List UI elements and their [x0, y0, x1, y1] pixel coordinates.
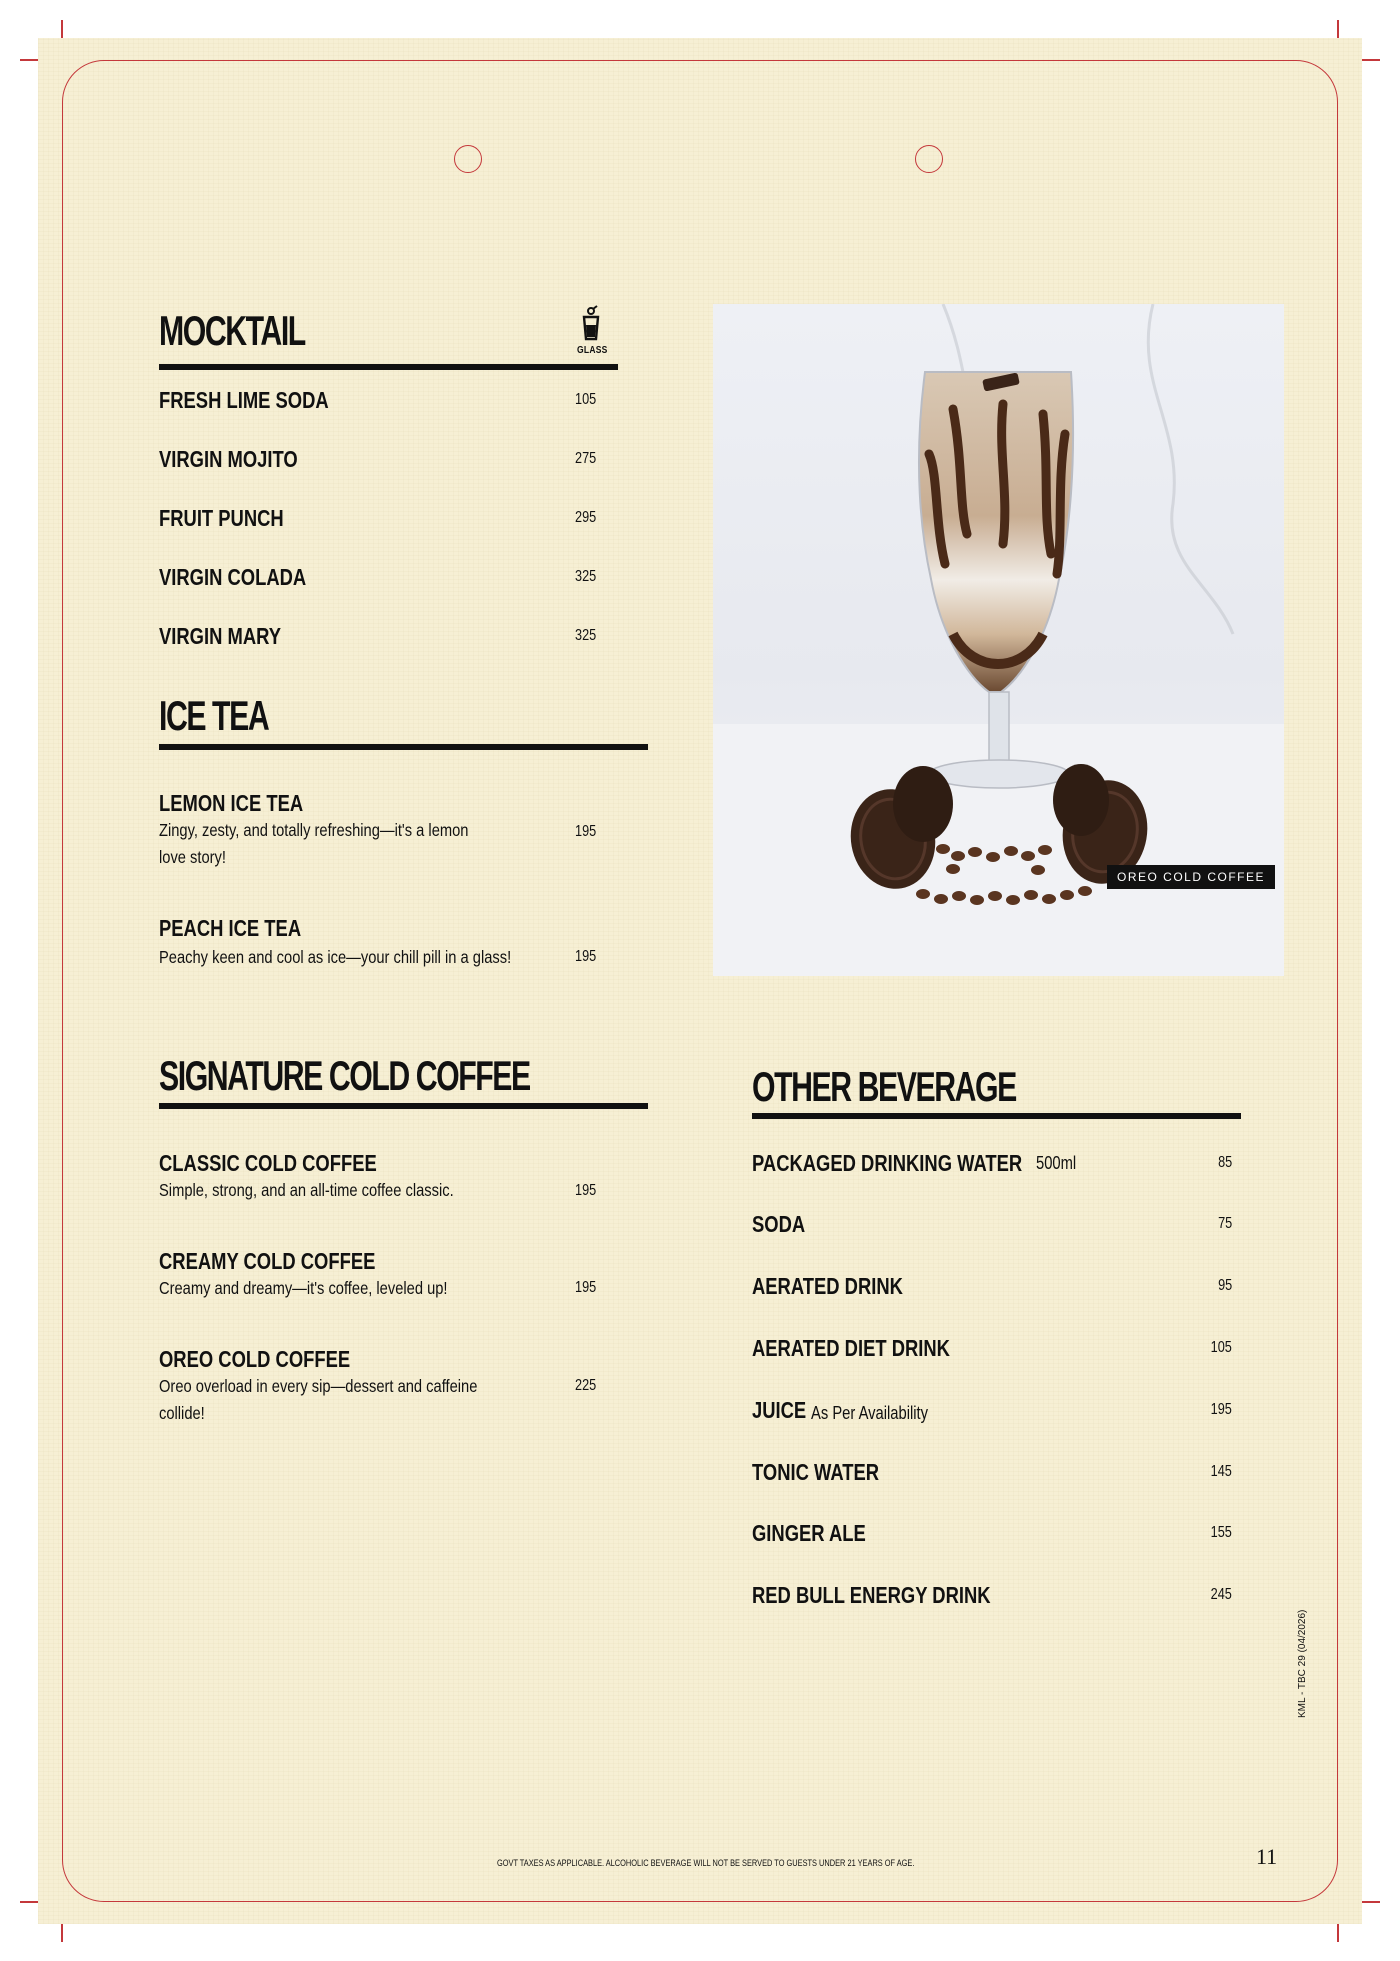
- menu-item-note: As Per Availability: [811, 1403, 929, 1423]
- menu-item-price: 295: [575, 509, 597, 526]
- menu-item-price: 195: [1210, 1401, 1232, 1418]
- menu-item-price: 195: [575, 1182, 597, 1199]
- menu-item-price: 75: [1217, 1215, 1232, 1232]
- menu-item-price: 155: [1210, 1524, 1232, 1541]
- menu-item-name: FRUIT PUNCH: [159, 505, 284, 531]
- menu-item-price: 105: [1210, 1339, 1232, 1356]
- menu-item-price: 195: [575, 948, 597, 965]
- crop-mark: [1337, 1924, 1339, 1942]
- menu-item-name: GINGER ALE: [752, 1520, 866, 1546]
- menu-item-name: CREAMY COLD COFFEE: [159, 1248, 376, 1274]
- glass-icon: [580, 305, 602, 341]
- punch-hole: [454, 145, 482, 173]
- menu-item-price: 195: [575, 1279, 597, 1296]
- menu-item-name: TONIC WATER: [752, 1459, 880, 1485]
- menu-item-name: PACKAGED DRINKING WATER: [752, 1150, 1023, 1176]
- menu-item-name: AERATED DIET DRINK: [752, 1335, 950, 1361]
- menu-item-name: VIRGIN MOJITO: [159, 446, 298, 472]
- menu-item-name: OREO COLD COFFEE: [159, 1346, 351, 1372]
- menu-item-name: LEMON ICE TEA: [159, 790, 304, 816]
- menu-item-description: Oreo overload in every sip—dessert and caffeine collide!: [159, 1376, 478, 1423]
- menu-item-description: Zingy, zesty, and totally refreshing—it's a lemon love story!: [159, 820, 469, 867]
- menu-item-description: Creamy and dreamy—it's coffee, leveled up!: [159, 1278, 448, 1298]
- menu-item-name: AERATED DRINK: [752, 1273, 903, 1299]
- menu-item-price: 325: [575, 568, 597, 585]
- crop-mark: [61, 20, 63, 38]
- menu-item-name: FRESH LIME SODA: [159, 387, 329, 413]
- crop-mark: [1362, 1901, 1380, 1903]
- menu-item-price: 245: [1210, 1586, 1232, 1603]
- cold-coffee-rule: [159, 1103, 648, 1109]
- other-beverage-title: OTHER BEVERAGE: [752, 1063, 1016, 1110]
- menu-item-note: 500ml: [1036, 1153, 1077, 1173]
- menu-item-name: CLASSIC COLD COFFEE: [159, 1150, 377, 1176]
- menu-item-description: Peachy keen and cool as ice—your chill pill in a glass!: [159, 947, 512, 967]
- menu-item-price: 195: [575, 823, 597, 840]
- menu-item-price: 95: [1217, 1277, 1232, 1294]
- photo-caption: OREO COLD COFFEE: [1107, 865, 1275, 889]
- menu-item-price: 225: [575, 1377, 597, 1394]
- menu-item-price: 105: [575, 391, 597, 408]
- menu-item-name: PEACH ICE TEA: [159, 915, 302, 941]
- print-code: KML - TBC 29 (04/2026): [1297, 1609, 1308, 1718]
- other-beverage-rule: [752, 1113, 1241, 1119]
- crop-mark: [1362, 59, 1380, 61]
- ice-tea-title: ICE TEA: [159, 692, 269, 739]
- ice-tea-rule: [159, 744, 648, 750]
- menu-item-description: Simple, strong, and an all-time coffee classic.: [159, 1180, 454, 1200]
- menu-item-price: 325: [575, 627, 597, 644]
- mocktail-rule: [159, 364, 618, 370]
- crop-mark: [20, 1901, 38, 1903]
- menu-item-name: JUICE: [752, 1397, 807, 1423]
- page-number: 11: [1256, 1844, 1278, 1869]
- menu-item-price: 145: [1210, 1463, 1232, 1480]
- crop-mark: [61, 1924, 63, 1942]
- mocktail-title: MOCKTAIL: [159, 307, 305, 354]
- glass-label: GLASS: [577, 345, 608, 356]
- oreo-cold-coffee-photo: [713, 304, 1284, 976]
- crop-mark: [20, 59, 38, 61]
- punch-hole: [915, 145, 943, 173]
- crop-mark: [1337, 20, 1339, 38]
- menu-item-name: VIRGIN COLADA: [159, 564, 307, 590]
- menu-item-name: RED BULL ENERGY DRINK: [752, 1582, 991, 1608]
- tax-disclaimer: GOVT TAXES AS APPLICABLE. ALCOHOLIC BEVERAGE WILL NOT BE SERVED TO GUESTS UNDER 21 YEARS OF AGE.: [497, 1858, 915, 1869]
- cold-coffee-title: SIGNATURE COLD COFFEE: [159, 1052, 530, 1099]
- menu-item-name: VIRGIN MARY: [159, 623, 281, 649]
- menu-item-price: 275: [575, 450, 597, 467]
- menu-item-name: SODA: [752, 1211, 806, 1237]
- menu-item-price: 85: [1217, 1154, 1232, 1171]
